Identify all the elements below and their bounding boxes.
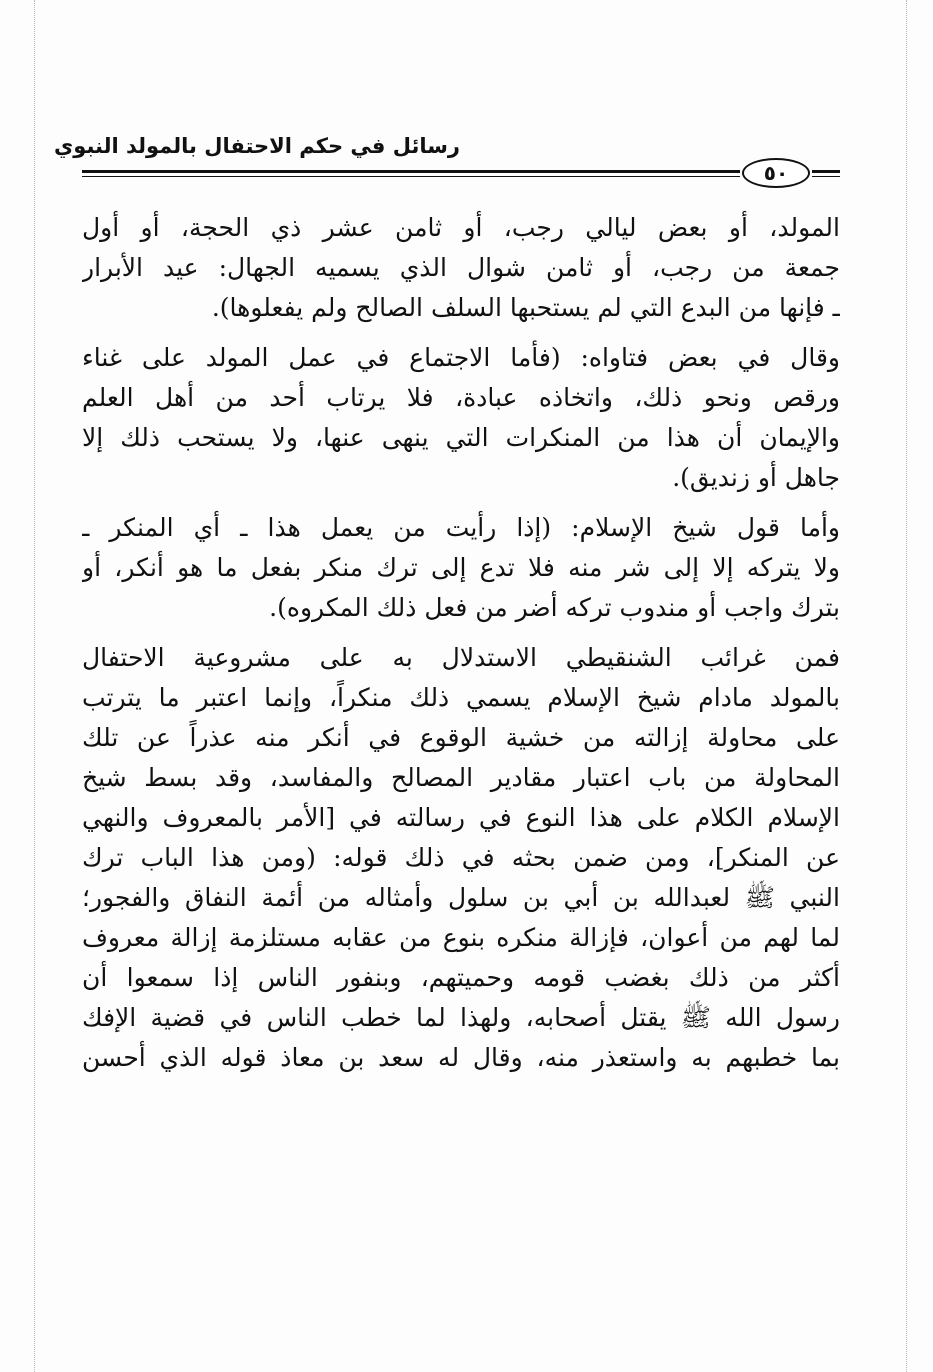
header-rule-left-thin xyxy=(82,176,740,177)
scan-edge-right xyxy=(906,0,907,1372)
paragraph xyxy=(82,338,840,498)
text-line: لما لهم من أعوان، فإزالة منكره بنوع من عقابه مستلزمة إزالة معروف xyxy=(82,923,840,952)
text-line: جمعة من رجب، أو ثامن شوال الذي يسميه الجهال: عيد الأبرار xyxy=(82,253,840,282)
running-title: رسائل في حكم الاحتفال بالمولد النبوي xyxy=(54,134,460,158)
text-line: وقال في بعض فتاواه: (فأما الاجتماع في عمل المولد على غناء xyxy=(82,343,840,372)
scan-edge-left xyxy=(34,0,35,1372)
text-line: وأما قول شيخ الإسلام: (إذا رأيت من يعمل هذا ـ أي المنكر ـ xyxy=(82,513,840,542)
text-line: ورقص ونحو ذلك، واتخاذه عبادة، فلا يرتاب أحد من أهل العلم xyxy=(82,383,840,412)
text-line: الإسلام الكلام على هذا النوع في رسالته في [الأمر بالمعروف والنهي xyxy=(82,803,840,832)
text-line: بما خطبهم به واستعذر منه، وقال له سعد بن معاذ قوله الذي أحسن xyxy=(82,1043,840,1072)
text-line: ـ فإنها من البدع التي لم يستحبها السلف الصالح ولم يفعلوها). xyxy=(211,293,840,322)
header-rule-right-thin xyxy=(812,176,840,177)
header-rule-right xyxy=(812,170,840,173)
header-rule-left xyxy=(82,170,740,173)
text-line: ولا يتركه إلا إلى شر منه فلا تدع إلى ترك منكر بفعل ما هو أنكر، أو xyxy=(82,553,840,582)
text-line: رسول الله ﷺ يقتل أصحابه، ولهذا لما خطب الناس في قضية الإفك xyxy=(82,1003,840,1032)
text-line: فمن غرائب الشنقيطي الاستدلال به على مشروعية الاحتفال xyxy=(82,643,840,672)
paragraph xyxy=(82,638,840,1078)
text-line: والإيمان أن هذا من المنكرات التي ينهى عنها، ولا يستحب ذلك إلا xyxy=(82,423,840,452)
paragraph xyxy=(82,508,840,628)
text-line: عن المنكر]، ومن ضمن بحثه في ذلك قوله: (ومن هذا الباب ترك xyxy=(82,843,840,872)
text-line: جاهل أو زنديق). xyxy=(672,463,840,492)
main-text xyxy=(82,208,840,1088)
text-line: بترك واجب أو مندوب تركه أضر من فعل ذلك المكروه). xyxy=(269,593,840,622)
page-number: ٥٠ xyxy=(742,158,810,188)
paragraph xyxy=(82,208,840,328)
text-line: أكثر من ذلك بغضب قومه وحميتهم، وبنفور الناس إذا سمعوا أن xyxy=(82,963,840,992)
text-line: النبي ﷺ لعبدالله بن أبي بن سلول وأمثاله من أئمة النفاق والفجور؛ xyxy=(82,883,840,912)
text-line: بالمولد مادام شيخ الإسلام يسمي ذلك منكراً، وإنما اعتبر ما يترتب xyxy=(82,683,840,712)
text-line: على محاولة إزالته من خشية الوقوع في أنكر منه عذراً عن تلك xyxy=(82,723,840,752)
text-line: المولد، أو بعض ليالي رجب، أو ثامن عشر ذي الحجة، أو أول xyxy=(82,213,840,242)
text-line: المحاولة من باب اعتبار مقادير المصالح والمفاسد، وقد بسط شيخ xyxy=(82,763,840,792)
page-header xyxy=(54,128,840,192)
